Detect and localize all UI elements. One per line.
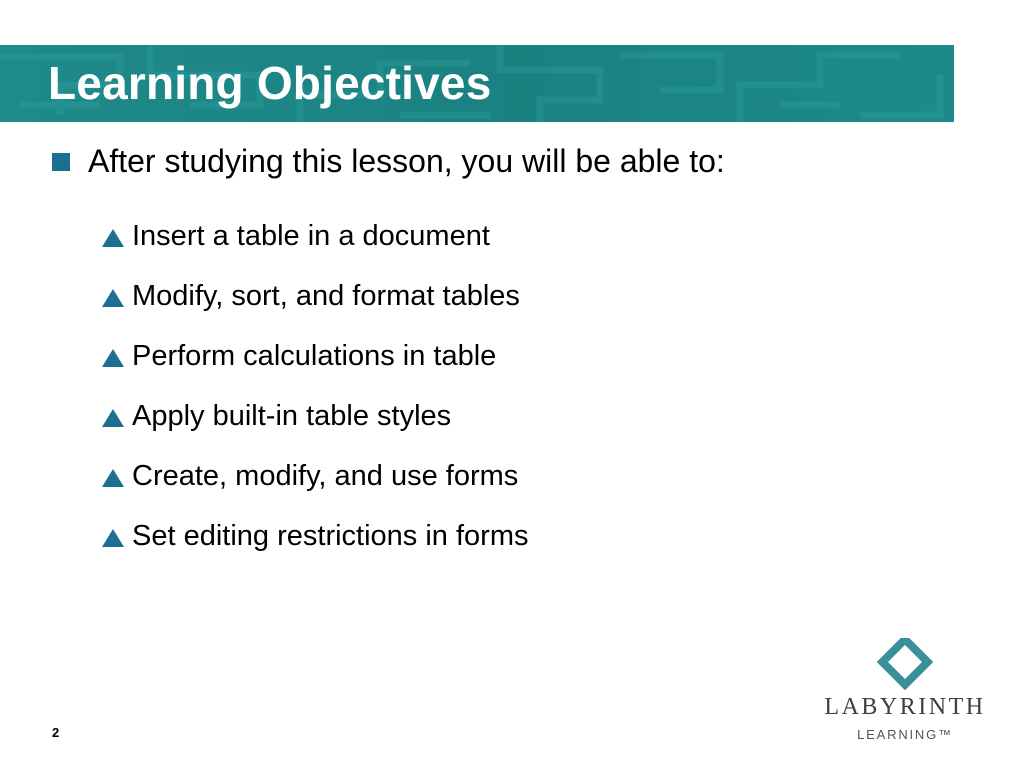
list-item [102, 506, 528, 566]
objective-text: Create, modify, and use forms [132, 459, 519, 492]
triangle-bullet-icon [102, 409, 124, 427]
objective-text: Set editing restrictions in forms [132, 519, 529, 552]
main-bullet-text: After studying this lesson, you will be able to: [88, 143, 725, 179]
triangle-bullet-icon [102, 289, 124, 307]
page-number: 2 [52, 725, 60, 740]
objectives-list [102, 206, 528, 566]
list-item [102, 266, 528, 326]
square-bullet-icon [52, 153, 70, 171]
list-item [102, 206, 528, 266]
title-bar [0, 45, 954, 122]
objective-text: Insert a table in a document [132, 219, 490, 252]
triangle-bullet-icon [102, 349, 124, 367]
list-item [102, 386, 528, 446]
slide-title: Learning Objectives [48, 57, 492, 109]
triangle-bullet-icon [102, 229, 124, 247]
triangle-bullet-icon [102, 469, 124, 487]
triangle-bullet-icon [102, 529, 124, 547]
labyrinth-logo [810, 638, 1000, 748]
list-item [102, 326, 528, 386]
objective-text: Perform calculations in table [132, 339, 497, 372]
logo-subtitle: LEARNING™ [857, 727, 953, 742]
logo-name: LABYRINTH [824, 694, 986, 720]
list-item [102, 446, 528, 506]
objective-text: Apply built-in table styles [132, 399, 452, 432]
main-bullet [52, 143, 725, 180]
diamond-logo-icon [810, 638, 1000, 690]
objective-text: Modify, sort, and format tables [132, 279, 520, 312]
